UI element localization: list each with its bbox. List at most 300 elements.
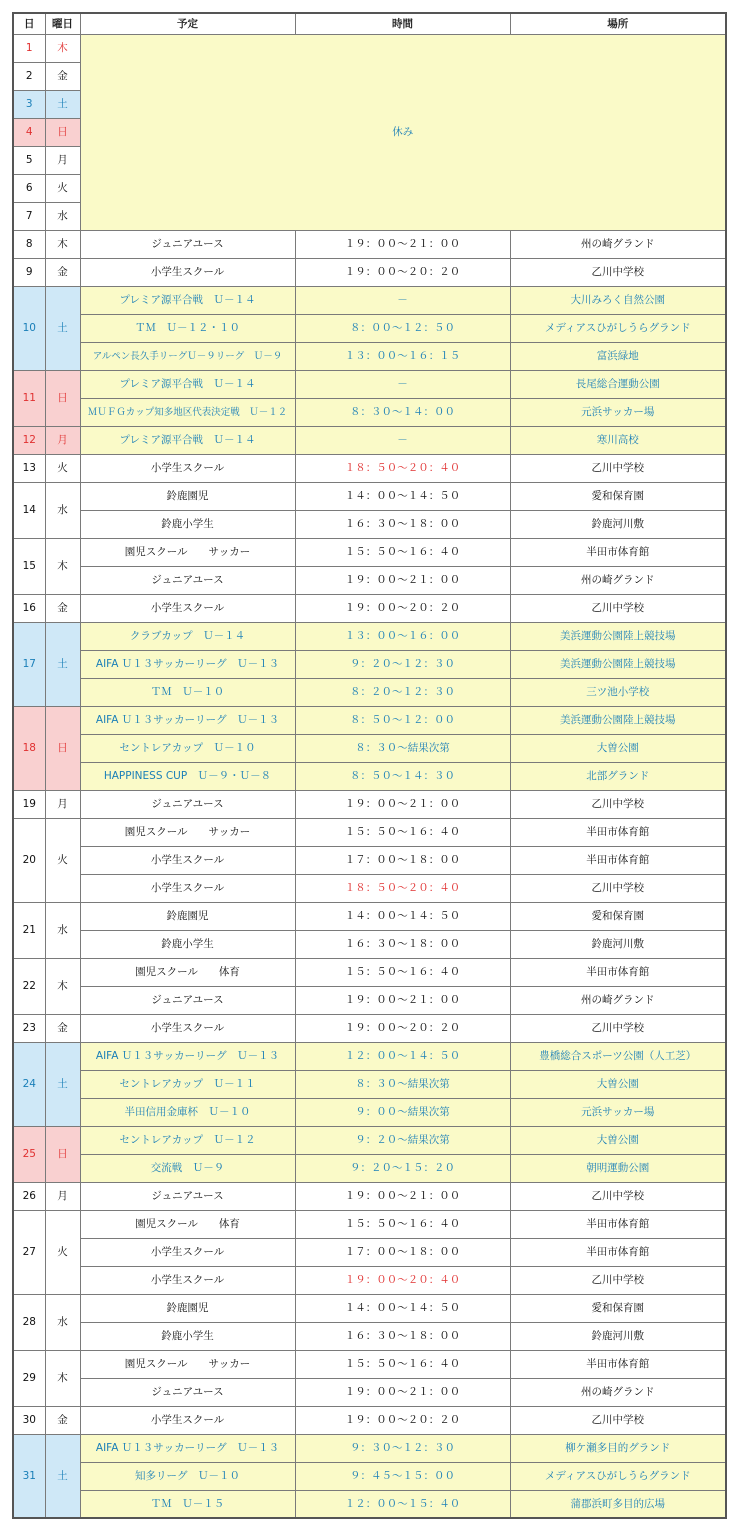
table-row (13, 1042, 726, 1070)
place-cell: 半田市体育館 (510, 1210, 726, 1238)
time-cell: １９：００～２０：２０ (295, 1014, 510, 1042)
place-cell: 乙川中学校 (510, 594, 726, 622)
place-cell: 乙川中学校 (510, 258, 726, 286)
event-cell (80, 454, 295, 482)
table-row (13, 258, 726, 286)
table-row (13, 706, 726, 734)
header-time: 時間 (295, 13, 510, 34)
weekday-cell: 金 (45, 1406, 80, 1434)
place-cell: 鈴鹿河川敷 (510, 510, 726, 538)
event-cell (80, 1406, 295, 1434)
table-row (13, 566, 726, 594)
weekday-cell: 金 (45, 594, 80, 622)
holiday-cell: 休み (80, 34, 726, 230)
time-cell: ９：２０～１２：３０ (295, 650, 510, 678)
event-cell (80, 286, 295, 314)
place-cell: 朝明運動公園 (510, 1154, 726, 1182)
event-cell (80, 1322, 295, 1350)
day-cell: 21 (13, 902, 45, 958)
time-cell: ８：２０～１２：３０ (295, 678, 510, 706)
time-cell: ９：２０～結果次第 (295, 1126, 510, 1154)
time-cell: ８：３０～結果次第 (295, 1070, 510, 1098)
event-cell (80, 314, 295, 342)
day-cell: 29 (13, 1350, 45, 1406)
table-row (13, 1126, 726, 1154)
weekday-cell: 土 (45, 286, 80, 370)
place-cell: 元浜サッカー場 (510, 398, 726, 426)
time-cell: １２：００～１４：５０ (295, 1042, 510, 1070)
table-row (13, 1154, 726, 1182)
day-cell: 31 (13, 1434, 45, 1518)
time-cell: １４：００～１４：５０ (295, 482, 510, 510)
time-cell: ８：３０～結果次第 (295, 734, 510, 762)
time-cell: １５：５０～１６：４０ (295, 538, 510, 566)
event-cell (80, 594, 295, 622)
event-cell (80, 1014, 295, 1042)
day-cell: 24 (13, 1042, 45, 1126)
event-name: ジュニアユース (151, 574, 224, 586)
day-cell: 25 (13, 1126, 45, 1182)
event-cell (80, 1462, 295, 1490)
place-cell: 柳ケ瀬多目的グランド (510, 1434, 726, 1462)
event-name: 鈴鹿園児 (166, 1302, 209, 1314)
table-row (13, 1210, 726, 1238)
event-cell (80, 566, 295, 594)
table-row (13, 1322, 726, 1350)
place-cell: 富浜緑地 (510, 342, 726, 370)
table-row (13, 1434, 726, 1462)
header-weekday: 曜日 (45, 13, 80, 34)
event-cell (80, 398, 295, 426)
time-cell: ８：００～１２：５０ (295, 314, 510, 342)
place-cell: 乙川中学校 (510, 1182, 726, 1210)
time-cell: ８：５０～１４：３０ (295, 762, 510, 790)
time-cell: １９：００～２０：４０ (295, 1266, 510, 1294)
place-cell: 大曽公園 (510, 734, 726, 762)
place-cell: 乙川中学校 (510, 790, 726, 818)
table-row (13, 846, 726, 874)
day-cell: 15 (13, 538, 45, 594)
place-cell: 寒川高校 (510, 426, 726, 454)
weekday-cell: 月 (45, 426, 80, 454)
event-name: プレミア源平合戦 Ｕ－１４ (119, 378, 256, 390)
weekday-cell: 日 (45, 118, 80, 146)
event-cell (80, 622, 295, 650)
day-cell: 16 (13, 594, 45, 622)
place-cell: 蒲郡浜町多目的広場 (510, 1490, 726, 1518)
day-cell: 3 (13, 90, 45, 118)
event-name: 小学生スクール (150, 882, 225, 894)
table-row (13, 342, 726, 370)
table-row (13, 398, 726, 426)
event-name: ジュニアユース (151, 798, 224, 810)
event-name: ＴＭ Ｕ－１０ (150, 686, 225, 698)
table-row (13, 650, 726, 678)
event-cell (80, 846, 295, 874)
table-row (13, 1070, 726, 1098)
day-cell: 10 (13, 286, 45, 370)
weekday-cell: 木 (45, 230, 80, 258)
event-cell (80, 678, 295, 706)
place-cell: 州の崎グランド (510, 986, 726, 1014)
event-name: クラブカップ Ｕ－１４ (129, 630, 246, 642)
weekday-cell: 金 (45, 258, 80, 286)
place-cell: 美浜運動公園陸上競技場 (510, 622, 726, 650)
place-cell: メディアスひがしうらグランド (510, 314, 726, 342)
event-name: 知多リーグ Ｕ－１０ (135, 1470, 240, 1482)
weekday-cell: 月 (45, 146, 80, 174)
weekday-cell: 火 (45, 818, 80, 902)
day-cell: 22 (13, 958, 45, 1014)
weekday-cell: 水 (45, 482, 80, 538)
event-name: 鈴鹿小学生 (161, 938, 214, 950)
event-name: ＴＭ Ｕ－１５ (150, 1497, 225, 1510)
weekday-cell: 火 (45, 1210, 80, 1294)
event-cell (80, 1294, 295, 1322)
time-cell: １９：００～２１：００ (295, 566, 510, 594)
place-cell: 乙川中学校 (510, 1266, 726, 1294)
event-name: 小学生スクール (150, 1414, 225, 1426)
time-cell: １３：００～１６：１５ (295, 342, 510, 370)
event-cell (80, 650, 295, 678)
table-row (13, 510, 726, 538)
day-cell: 27 (13, 1210, 45, 1294)
event-name: 鈴鹿園児 (166, 910, 209, 922)
time-cell: １９：００～２０：２０ (295, 258, 510, 286)
table-row (13, 286, 726, 314)
place-cell: 乙川中学校 (510, 1014, 726, 1042)
event-cell (80, 1154, 295, 1182)
weekday-cell: 金 (45, 1014, 80, 1042)
place-cell: 豊橋総合スポーツ公園（人工芝） (510, 1042, 726, 1070)
event-name: セントレアカップ Ｕ－１０ (119, 742, 256, 754)
event-name: 園児スクール 体育 (135, 966, 240, 978)
event-cell (80, 342, 295, 370)
event-cell (80, 790, 295, 818)
table-row (13, 230, 726, 258)
event-cell (80, 1350, 295, 1378)
weekday-cell: 土 (45, 90, 80, 118)
table-row (13, 538, 726, 566)
event-name: プレミア源平合戦 Ｕ－１４ (119, 294, 256, 306)
event-name: 半田信用金庫杯 Ｕ－１０ (124, 1106, 251, 1118)
place-cell: 半田市体育館 (510, 1350, 726, 1378)
place-cell: 美浜運動公園陸上競技場 (510, 706, 726, 734)
time-cell: １４：００～１４：５０ (295, 1294, 510, 1322)
event-name: ジュニアユース (151, 238, 224, 250)
event-cell (80, 706, 295, 734)
day-cell: 8 (13, 230, 45, 258)
event-cell (80, 1126, 295, 1154)
time-cell: １７：００～１８：００ (295, 1238, 510, 1266)
table-row (13, 678, 726, 706)
day-cell: 6 (13, 174, 45, 202)
day-cell: 2 (13, 62, 45, 90)
table-row (13, 426, 726, 454)
table-row (13, 986, 726, 1014)
day-cell: 12 (13, 426, 45, 454)
day-cell: 11 (13, 370, 45, 426)
place-cell: 半田市体育館 (510, 1238, 726, 1266)
place-cell: 半田市体育館 (510, 958, 726, 986)
place-cell: 鈴鹿河川敷 (510, 930, 726, 958)
place-cell: 鈴鹿河川敷 (510, 1322, 726, 1350)
event-cell (80, 1266, 295, 1294)
time-cell: １９：００～２０：２０ (295, 1406, 510, 1434)
event-cell (80, 762, 295, 790)
event-cell (80, 874, 295, 902)
table-row (13, 1350, 726, 1378)
time-cell: － (295, 426, 510, 454)
weekday-cell: 水 (45, 902, 80, 958)
event-name: ジュニアユース (151, 1190, 224, 1202)
event-name: 小学生スクール (150, 462, 225, 474)
time-cell: １５：５０～１６：４０ (295, 1350, 510, 1378)
weekday-cell: 日 (45, 370, 80, 426)
place-cell: 乙川中学校 (510, 1406, 726, 1434)
header-day: 日 (13, 13, 45, 34)
time-cell: １７：００～１８：００ (295, 846, 510, 874)
event-cell (80, 426, 295, 454)
time-cell: １５：５０～１６：４０ (295, 1210, 510, 1238)
time-cell: １３：００～１６：００ (295, 622, 510, 650)
place-cell: 愛和保育園 (510, 902, 726, 930)
weekday-cell: 月 (45, 790, 80, 818)
day-cell: 7 (13, 202, 45, 230)
event-cell (80, 1042, 295, 1070)
place-cell: 愛和保育園 (510, 482, 726, 510)
event-cell (80, 1238, 295, 1266)
weekday-cell: 木 (45, 538, 80, 594)
place-cell: 乙川中学校 (510, 454, 726, 482)
table-row (13, 1490, 726, 1518)
day-cell: 9 (13, 258, 45, 286)
time-cell: １６：３０～１８：００ (295, 1322, 510, 1350)
weekday-cell: 土 (45, 1042, 80, 1126)
table-row (13, 314, 726, 342)
event-name: 小学生スクール (150, 1274, 225, 1286)
place-cell: 北部グランド (510, 762, 726, 790)
event-cell (80, 734, 295, 762)
place-cell: 州の崎グランド (510, 1378, 726, 1406)
event-cell (80, 538, 295, 566)
time-cell: － (295, 286, 510, 314)
day-cell: 5 (13, 146, 45, 174)
day-cell: 13 (13, 454, 45, 482)
event-cell (80, 958, 295, 986)
weekday-cell: 金 (45, 62, 80, 90)
time-cell: １８：５０～２０：４０ (295, 874, 510, 902)
event-cell (80, 1070, 295, 1098)
event-name: 園児スクール サッカー (124, 1358, 251, 1370)
table-row (13, 930, 726, 958)
day-cell: 17 (13, 622, 45, 706)
place-cell: 大曽公園 (510, 1070, 726, 1098)
weekday-cell: 水 (45, 1294, 80, 1350)
event-name: 鈴鹿小学生 (161, 518, 214, 530)
event-cell (80, 818, 295, 846)
time-cell: １９：００～２０：２０ (295, 594, 510, 622)
table-row (13, 1294, 726, 1322)
day-cell: 14 (13, 482, 45, 538)
time-cell: ９：２０～１５：２０ (295, 1154, 510, 1182)
event-cell (80, 902, 295, 930)
event-cell (80, 1210, 295, 1238)
event-cell (80, 1490, 295, 1518)
table-row (13, 1238, 726, 1266)
time-cell: １９：００～２１：００ (295, 790, 510, 818)
event-cell (80, 1182, 295, 1210)
event-name: AIFA Ｕ１３サッカーリーグ Ｕ－１３ (95, 658, 280, 670)
place-cell: 乙川中学校 (510, 874, 726, 902)
weekday-cell: 火 (45, 174, 80, 202)
event-name: プレミア源平合戦 Ｕ－１４ (119, 434, 256, 446)
event-name: 小学生スクール (150, 1022, 225, 1034)
time-cell: １９：００～２１：００ (295, 986, 510, 1014)
event-name: セントレアカップ Ｕ－１２ (119, 1134, 256, 1146)
place-cell: 州の崎グランド (510, 566, 726, 594)
header-row (13, 13, 726, 34)
day-cell: 23 (13, 1014, 45, 1042)
event-cell (80, 510, 295, 538)
table-row (13, 1406, 726, 1434)
place-cell: 元浜サッカー場 (510, 1098, 726, 1126)
place-cell: 三ツ池小学校 (510, 678, 726, 706)
event-name: 小学生スクール (150, 266, 225, 278)
header-event: 予定 (80, 13, 295, 34)
weekday-cell: 木 (45, 1350, 80, 1406)
table-row (13, 902, 726, 930)
header-place: 場所 (510, 13, 726, 34)
weekday-cell: 火 (45, 454, 80, 482)
time-cell: ８：５０～１２：００ (295, 706, 510, 734)
time-cell: １９：００～２１：００ (295, 230, 510, 258)
place-cell: 大曽公園 (510, 1126, 726, 1154)
place-cell: 愛和保育園 (510, 1294, 726, 1322)
event-name: ＴＭ Ｕ－１２・１０ (135, 322, 240, 334)
schedule-table (12, 12, 727, 1519)
time-cell: １２：００～１５：４０ (295, 1490, 510, 1518)
table-row (13, 790, 726, 818)
table-row (13, 482, 726, 510)
time-cell: ９：４５～１５：００ (295, 1462, 510, 1490)
event-cell (80, 482, 295, 510)
table-row (13, 594, 726, 622)
time-cell: － (295, 370, 510, 398)
weekday-cell: 土 (45, 1434, 80, 1518)
time-cell: １５：５０～１６：４０ (295, 958, 510, 986)
table-row (13, 818, 726, 846)
event-name: AIFA Ｕ１３サッカーリーグ Ｕ－１３ (95, 714, 280, 726)
time-cell: ９：３０～１２：３０ (295, 1434, 510, 1462)
event-name: 園児スクール サッカー (124, 826, 251, 838)
time-cell: １９：００～２１：００ (295, 1182, 510, 1210)
day-cell: 4 (13, 118, 45, 146)
table-row (13, 734, 726, 762)
table-row (13, 622, 726, 650)
event-name: ＭＵＦＧカップ知多地区代表決定戦 Ｕ－１２ (87, 406, 288, 418)
place-cell: メディアスひがしうらグランド (510, 1462, 726, 1490)
event-cell (80, 1098, 295, 1126)
event-name: 小学生スクール (150, 854, 225, 866)
weekday-cell: 日 (45, 706, 80, 790)
time-cell: １４：００～１４：５０ (295, 902, 510, 930)
place-cell: 大川みろく自然公園 (510, 286, 726, 314)
time-cell: １５：５０～１６：４０ (295, 818, 510, 846)
place-cell: 半田市体育館 (510, 846, 726, 874)
time-cell: ９：００～結果次第 (295, 1098, 510, 1126)
time-cell: ８：３０～１４：００ (295, 398, 510, 426)
event-name: ジュニアユース (151, 1386, 224, 1398)
event-cell (80, 258, 295, 286)
place-cell: 州の崎グランド (510, 230, 726, 258)
event-cell (80, 930, 295, 958)
event-cell (80, 1378, 295, 1406)
table-row (13, 1098, 726, 1126)
day-cell: 1 (13, 34, 45, 62)
event-name: 小学生スクール (150, 1246, 225, 1258)
event-cell (80, 230, 295, 258)
event-name: 小学生スクール (150, 602, 225, 614)
weekday-cell: 水 (45, 202, 80, 230)
table-row (13, 874, 726, 902)
place-cell: 長尾総合運動公園 (510, 370, 726, 398)
event-name: ジュニアユース (151, 994, 224, 1006)
table-row (13, 454, 726, 482)
time-cell: １６：３０～１８：００ (295, 510, 510, 538)
table-row (13, 1378, 726, 1406)
place-cell: 半田市体育館 (510, 818, 726, 846)
table-row (13, 1014, 726, 1042)
place-cell: 半田市体育館 (510, 538, 726, 566)
event-name: 園児スクール 体育 (135, 1218, 240, 1230)
event-cell (80, 1434, 295, 1462)
schedule-body (13, 34, 726, 1518)
weekday-cell: 月 (45, 1182, 80, 1210)
time-cell: １８：５０～２０：４０ (295, 454, 510, 482)
table-row (13, 1462, 726, 1490)
table-row (13, 370, 726, 398)
event-cell (80, 986, 295, 1014)
table-row (13, 762, 726, 790)
event-name: 鈴鹿園児 (166, 490, 209, 502)
weekday-cell: 土 (45, 622, 80, 706)
event-name: AIFA Ｕ１３サッカーリーグ Ｕ－１３ (95, 1442, 280, 1454)
day-cell: 19 (13, 790, 45, 818)
day-cell: 18 (13, 706, 45, 790)
place-cell: 美浜運動公園陸上競技場 (510, 650, 726, 678)
event-name: アルペン長久手リーグＵ－９リーグ Ｕ－９ (92, 350, 283, 362)
event-name: 交流戦 Ｕ－９ (150, 1162, 225, 1174)
event-cell (80, 370, 295, 398)
event-name: 鈴鹿小学生 (161, 1330, 214, 1342)
table-row (13, 1266, 726, 1294)
weekday-cell: 木 (45, 958, 80, 1014)
weekday-cell: 日 (45, 1126, 80, 1182)
day-cell: 30 (13, 1406, 45, 1434)
day-cell: 28 (13, 1294, 45, 1350)
weekday-cell: 木 (45, 34, 80, 62)
table-row (13, 1182, 726, 1210)
event-name: セントレアカップ Ｕ－１１ (119, 1078, 256, 1090)
event-name: HAPPINESS CUP Ｕ－９・Ｕ－８ (103, 770, 272, 782)
time-cell: １６：３０～１８：００ (295, 930, 510, 958)
time-cell: １９：００～２１：００ (295, 1378, 510, 1406)
event-name: AIFA Ｕ１３サッカーリーグ Ｕ－１３ (95, 1050, 280, 1062)
table-row (13, 958, 726, 986)
table-row (13, 34, 726, 62)
day-cell: 26 (13, 1182, 45, 1210)
